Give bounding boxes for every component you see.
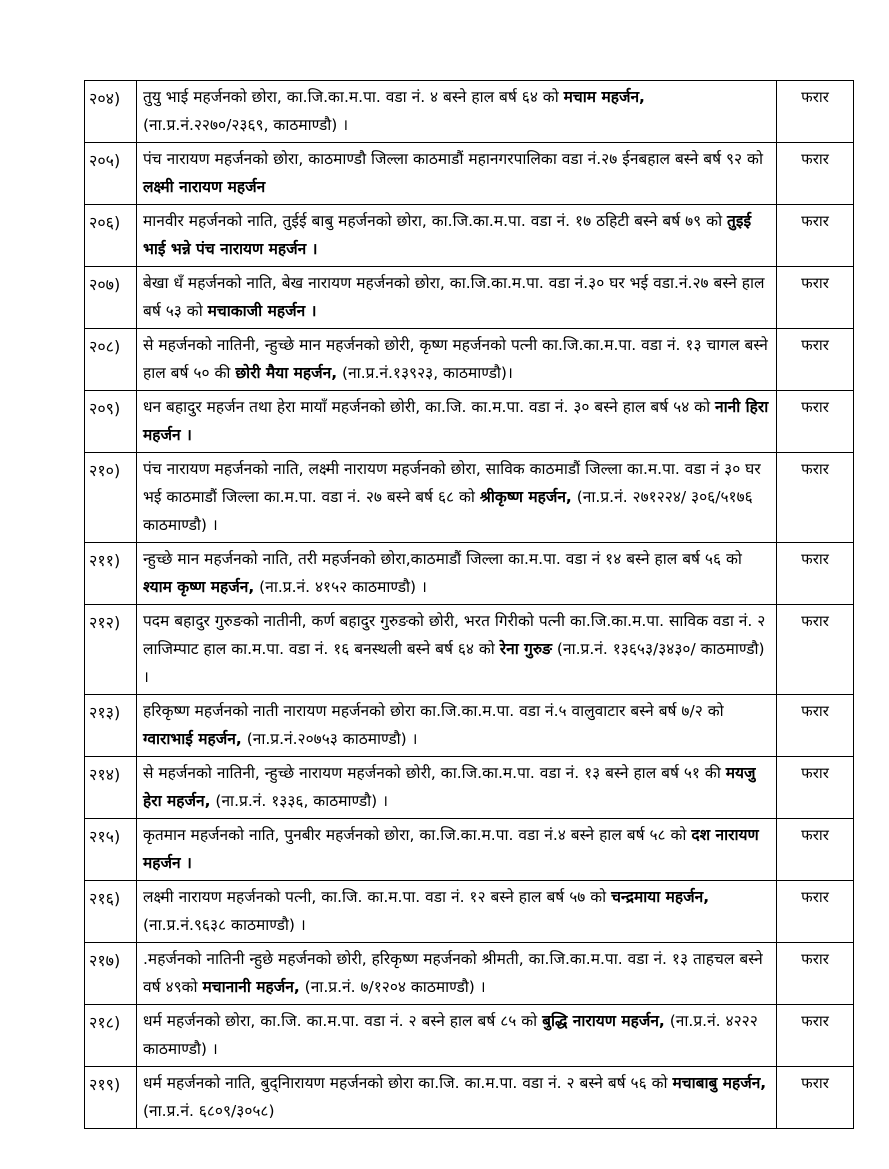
person-name: नानी हिरा महर्जन ।: [143, 398, 769, 444]
serial-number: २१२): [85, 605, 137, 695]
person-name: मयजु हेरा महर्जन,: [143, 764, 756, 810]
description-text: पंच नारायण महर्जनको छोरा, काठमाण्डौ जिल्ला काठमाडौं महानगरपालिका वडा नं.२७ ईनबहाल बस्ने बर्ष ९२ को: [143, 150, 763, 168]
status-cell: फरार: [777, 943, 854, 1005]
description-text: धर्म महर्जनको नाति, बुद्निारायण महर्जनको छोरा का.जि. का.म.पा. वडा नं. २ बस्ने बर्ष ५६ को: [143, 1074, 673, 1092]
person-name: तुइई भाई भन्ने पंच नारायण महर्जन ।: [143, 212, 752, 258]
table-row: [85, 453, 854, 543]
person-description: [137, 543, 777, 605]
person-name: मचाबाबु महर्जन,: [672, 1074, 767, 1092]
person-description: [137, 943, 777, 1005]
description-text: तुयु भाई महर्जनको छोरा, का.जि.का.म.पा. वडा नं. ४ बस्ने हाल बर्ष ६४ को: [143, 88, 564, 106]
person-name: ग्वाराभाई महर्जन,: [143, 730, 242, 748]
serial-number: २१४): [85, 757, 137, 819]
table-row: [85, 81, 854, 143]
description-text: पंच नारायण महर्जनको नाति, लक्ष्मी नारायण महर्जनको छोरा, साविक काठमाडौं जिल्ला का.म.पा. वडा नं ३० घर भई काठमाडौं जिल्ला का.म.पा. वडा नं. २७ बस्ने बर्ष ६८ को: [143, 460, 761, 506]
table-row: [85, 943, 854, 1005]
table-row: [85, 1005, 854, 1067]
table-row: [85, 391, 854, 453]
serial-number: २१६): [85, 881, 137, 943]
description-text: से महर्जनको नातिनी, न्हुच्छे नारायण महर्जनको छोरी, का.जि.का.म.पा. वडा नं. १३ बस्ने हाल बर्ष ५१ की: [143, 764, 726, 782]
description-text: हरिकृष्ण महर्जनको नाती नारायण महर्जनको छोरा का.जि.का.म.पा. वडा नं.५ वालुवाटार बस्ने बर्ष ७/२ को: [143, 702, 724, 720]
status-cell: फरार: [777, 205, 854, 267]
status-cell: फरार: [777, 81, 854, 143]
person-description: [137, 757, 777, 819]
serial-number: २१७): [85, 943, 137, 1005]
serial-number: २१०): [85, 453, 137, 543]
status-cell: फरार: [777, 695, 854, 757]
description-suffix: (ना.प्र.नं.२२७०/२३६९, काठमाण्डौ) ।: [143, 116, 349, 134]
person-name: मचानानी महर्जन,: [202, 978, 300, 996]
person-description: [137, 1005, 777, 1067]
person-name: लक्ष्मी नारायण महर्जन: [143, 178, 266, 196]
person-name: मचाम महर्जन,: [563, 88, 645, 106]
status-cell: फरार: [777, 391, 854, 453]
status-cell: फरार: [777, 329, 854, 391]
table-row: [85, 757, 854, 819]
serial-number: २०४): [85, 81, 137, 143]
table-row: [85, 819, 854, 881]
serial-number: २०६): [85, 205, 137, 267]
description-suffix: (ना.प्र.नं. ७/१२०४ काठमाण्डौ) ।: [299, 978, 486, 996]
status-cell: फरार: [777, 543, 854, 605]
table-row: [85, 881, 854, 943]
description-suffix: (ना.प्र.नं.२०७५३ काठमाण्डौ) ।: [241, 730, 418, 748]
person-description: [137, 391, 777, 453]
person-name: रेना गुरुङ: [499, 640, 552, 658]
person-description: [137, 605, 777, 695]
description-suffix: (ना.प्र.नं. १३३६, काठमाण्डौ) ।: [210, 792, 389, 810]
person-name: चन्द्रमाया महर्जन,: [611, 888, 710, 906]
table-row: [85, 695, 854, 757]
description-text: से महर्जनको नातिनी, न्हुच्छे मान महर्जनको छोरी, कृष्ण महर्जनको पत्नी का.जि.का.म.पा. वडा नं. १३ चागल बस्ने हाल बर्ष ५० की: [143, 336, 768, 382]
description-text: मानवीर महर्जनको नाति, तुईई बाबु महर्जनको छोरा, का.जि.का.म.पा. वडा नं. १७ ठहिटी बस्ने बर्ष ७९ को: [143, 212, 728, 230]
person-description: [137, 695, 777, 757]
person-name: मचाकाजी महर्जन ।: [207, 302, 317, 320]
description-text: न्हुच्छे मान महर्जनको नाति, तरी महर्जनको छोरा,काठमाडौं जिल्ला का.म.पा. वडा नं १४ बस्ने हाल बर्ष ५६ को: [143, 550, 742, 568]
description-suffix: (ना.प्र.नं.१३९२३, काठमाण्डौ)।: [337, 364, 513, 382]
description-suffix: (ना.प्र.नं.९६३८ काठमाण्डौ) ।: [143, 916, 306, 934]
table-row: [85, 605, 854, 695]
table-row: [85, 1067, 854, 1129]
status-cell: फरार: [777, 143, 854, 205]
person-description: [137, 205, 777, 267]
description-suffix: (ना.प्र.नं. २७१२२४/ ३०६/५१७६ काठमाण्डौ) ।: [143, 488, 753, 534]
serial-number: २०८): [85, 329, 137, 391]
table-row: [85, 329, 854, 391]
description-suffix: (ना.प्र.नं. ६८०९/३०५८): [143, 1102, 275, 1120]
status-cell: फरार: [777, 267, 854, 329]
description-suffix: (ना.प्र.नं. ४१५२ काठमाण्डौ) ।: [254, 578, 427, 596]
person-name: बुद्धि नारायण महर्जन,: [542, 1012, 665, 1030]
table-row: [85, 267, 854, 329]
serial-number: २११): [85, 543, 137, 605]
description-text: बेखा धँ महर्जनको नाति, बेख नारायण महर्जनको छोरा, का.जि.का.म.पा. वडा नं.३० घर भई वडा.नं.२७ बस्ने हाल बर्ष ५३ को: [143, 274, 765, 320]
person-name: दश नारायण महर्जन ।: [143, 826, 759, 872]
person-description: [137, 453, 777, 543]
description-text: पदम बहादुर गुरुङको नातीनी, कर्ण बहादुर गुरुङको छोरी, भरत गिरीको पत्नी का.जि.का.म.पा. साविक वडा नं. २ लाजिम्पाट हाल का.म.पा. वडा नं. १६ बनस्थली बस्ने बर्ष ६४ को: [143, 612, 766, 658]
person-description: [137, 81, 777, 143]
status-cell: फरार: [777, 1067, 854, 1129]
person-description: [137, 1067, 777, 1129]
status-cell: फरार: [777, 819, 854, 881]
status-cell: फरार: [777, 1005, 854, 1067]
description-suffix: (ना.प्र.नं. ४२२२ काठमाण्डौ) ।: [143, 1012, 758, 1058]
table-row: [85, 543, 854, 605]
serial-number: २१५): [85, 819, 137, 881]
description-text: धन बहादुर महर्जन तथा हेरा मायाँ महर्जनको छोरी, का.जि. का.म.पा. वडा नं. ३० बस्ने हाल बर्ष ५४ को: [143, 398, 716, 416]
table-row: [85, 205, 854, 267]
description-text: धर्म महर्जनको छोरा, का.जि. का.म.पा. वडा नं. २ बस्ने हाल बर्ष ८५ को: [143, 1012, 543, 1030]
person-description: [137, 881, 777, 943]
serial-number: २१८): [85, 1005, 137, 1067]
person-description: [137, 329, 777, 391]
serial-number: २०७): [85, 267, 137, 329]
serial-number: २१३): [85, 695, 137, 757]
absconders-table: [84, 80, 854, 1129]
person-name: श्रीकृष्ण महर्जन,: [479, 488, 572, 506]
person-name: छोरी मैया महर्जन,: [235, 364, 338, 382]
status-cell: फरार: [777, 757, 854, 819]
table-row: [85, 143, 854, 205]
status-cell: फरार: [777, 605, 854, 695]
description-text: .महर्जनको नातिनी न्हुछे महर्जनको छोरी, हरिकृष्ण महर्जनको श्रीमती, का.जि.का.म.पा. वडा नं. १३ ताहचल बस्ने वर्ष ४९को: [143, 950, 763, 996]
person-description: [137, 267, 777, 329]
description-text: कृतमान महर्जनको नाति, पुनबीर महर्जनको छोरा, का.जि.का.म.पा. वडा नं.४ बस्ने हाल बर्ष ५८ को: [143, 826, 692, 844]
person-description: [137, 143, 777, 205]
description-suffix: (ना.प्र.नं. १३६५३/३४३०/ काठमाण्डौ) ।: [143, 640, 765, 686]
serial-number: २०९): [85, 391, 137, 453]
description-text: लक्ष्मी नारायण महर्जनको पत्नी, का.जि. का.म.पा. वडा नं. १२ बस्ने हाल बर्ष ५७ को: [143, 888, 612, 906]
status-cell: फरार: [777, 881, 854, 943]
status-cell: फरार: [777, 453, 854, 543]
serial-number: २१९): [85, 1067, 137, 1129]
person-name: श्याम कृष्ण महर्जन,: [143, 578, 255, 596]
serial-number: २०५): [85, 143, 137, 205]
person-description: [137, 819, 777, 881]
